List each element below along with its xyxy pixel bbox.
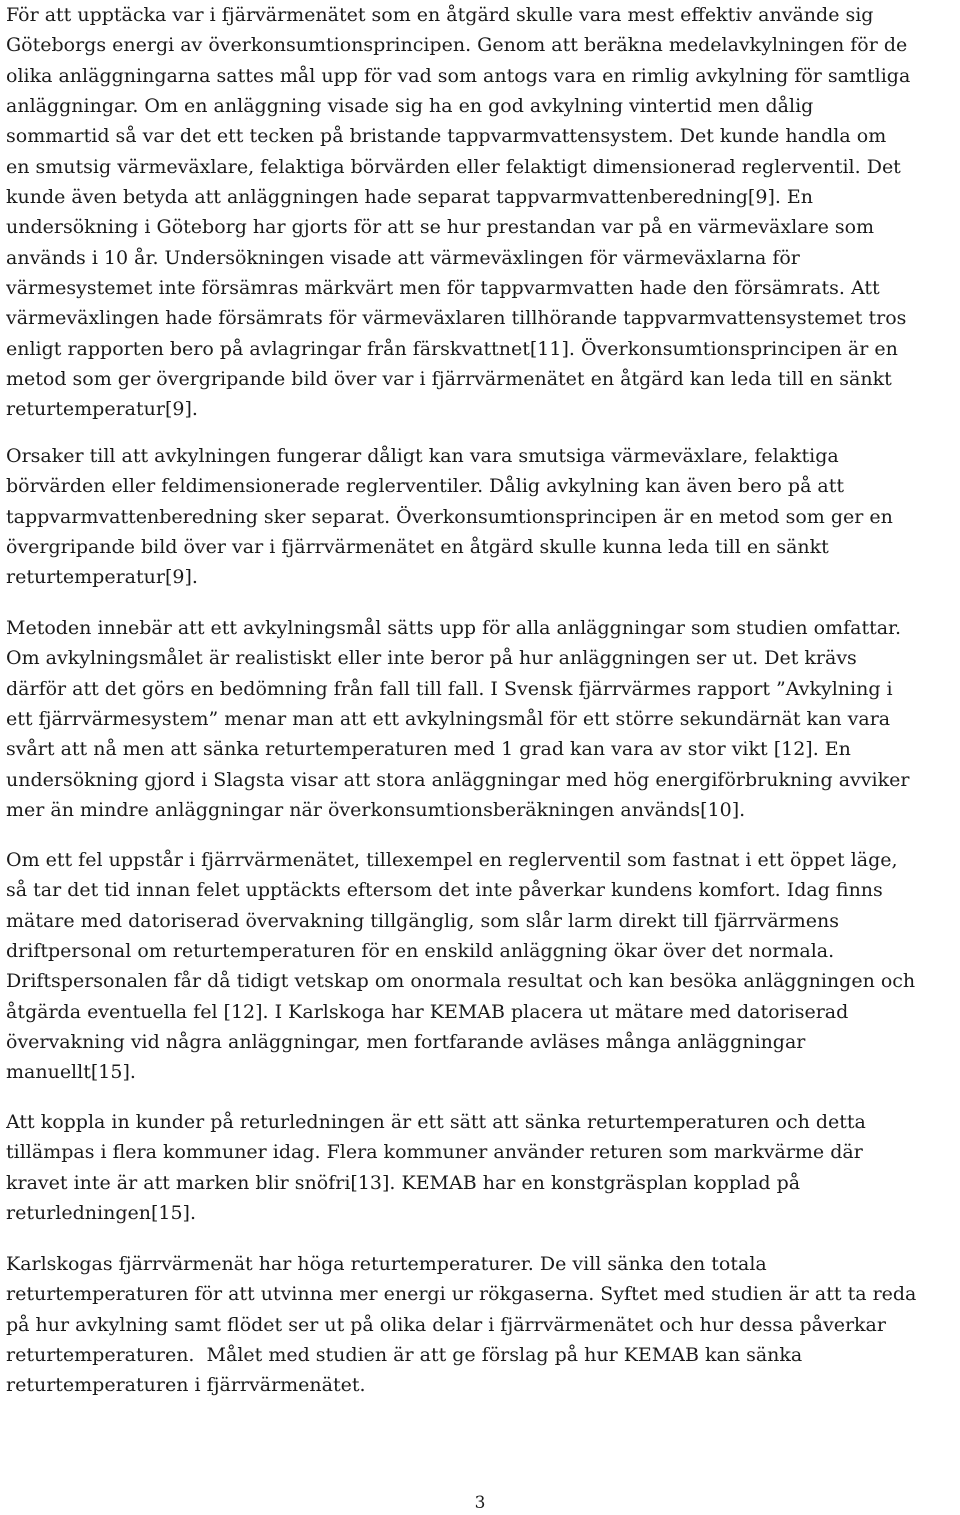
text-line: Att koppla in kunder på returledningen är ett sätt att sänka returtemperaturen och detta: [6, 1111, 866, 1133]
text-line: manuellt[15].: [6, 1061, 136, 1084]
text-line: värmeväxlingen hade försämrats för värmeväxlaren tillhörande tappvarmvattensystemet tros: [6, 307, 907, 330]
text-line: ett fjärrvärmesystem” menar man att ett avkylningsmål för ett större sekundärnät kan vara: [6, 708, 891, 731]
text-line: returtemperaturen för att utvinna mer energi ur rökgaserna. Syftet med studien är att ta reda: [6, 1283, 917, 1306]
text-line: tillämpas i flera kommuner idag. Flera kommuner använder returen som markvärme där: [6, 1141, 863, 1164]
text-line: Metoden innebär att ett avkylningsmål sätts upp för alla anläggningar som studien omfattar.: [6, 617, 902, 639]
text-line: börvärden eller feldimensionerade reglerventiler. Dålig avkylning kan även bero på att: [6, 475, 845, 498]
text-line: returtemperaturen. Målet med studien är att ge förslag på hur KEMAB kan sänka: [6, 1344, 803, 1367]
text-line: övergripande bild över var i fjärrvärmenätet en åtgärd skulle kunna leda till en sänkt: [6, 536, 829, 559]
paragraph-2: [6, 441, 956, 593]
text-line: används i 10 år. Undersökningen visade att värmeväxlingen för värmeväxlarna för: [6, 246, 800, 269]
paragraph-1: [6, 0, 956, 425]
text-line: åtgärda eventuella fel [12]. I Karlskoga har KEMAB placera ut mätare med datoriserad: [6, 1000, 849, 1023]
text-line: undersökning gjord i Slagsta visar att stora anläggningar med hög energiförbrukning avviker: [6, 768, 910, 791]
text-line: övervakning vid några anläggningar, men fortfarande avläses många anläggningar: [6, 1031, 806, 1054]
text-line: värmesystemet inte försämras märkvärt men för tappvarmvatten hade den försämrats. Att: [6, 277, 880, 300]
text-line: metod som ger övergripande bild över var i fjärrvärmenätet en åtgärd kan leda till en sänkt: [6, 368, 892, 391]
text-line: svårt att nå men att sänka returtemperaturen med 1 grad kan vara av stor vikt [12]. En: [6, 738, 851, 761]
paragraph-6: [6, 1249, 956, 1401]
text-line: så tar det tid innan felet upptäckts eftersom det inte påverkar kundens komfort. Idag finns: [6, 879, 883, 902]
text-line: kunde även betyda att anläggningen hade separat tappvarmvattenberedning[9]. En: [6, 186, 814, 209]
page-number: 3: [474, 1493, 486, 1513]
text-line: anläggningar. Om en anläggning visade sig ha en god avkylning vintertid men dålig: [6, 95, 814, 118]
text-line: Om ett fel uppstår i fjärrvärmenätet, tillexempel en reglerventil som fastnat i ett öppet läge,: [6, 849, 898, 871]
text-line: returledningen[15].: [6, 1202, 196, 1225]
text-line: driftpersonal om returtemperaturen för en enskild anläggning ökar över det normala.: [6, 940, 835, 963]
text-line: undersökning i Göteborg har gjorts för att se hur prestandan var på en värmeväxlare som: [6, 216, 875, 239]
text-line: därför att det görs en bedömning från fall till fall. I Svensk fjärrvärmes rapport ”Avkylning i: [6, 677, 893, 700]
text-line: Om avkylningsmålet är realistiskt eller inte beror på hur anläggningen ser ut. Det krävs: [6, 647, 857, 670]
text-line: enligt rapporten bero på avlagringar från färskvattnet[11]. Överkonsumtionsprincipen är en: [6, 337, 898, 360]
text-line: en smutsig värmeväxlare, felaktiga börvärden eller felaktigt dimensionerad reglerventil. Det: [6, 155, 901, 178]
text-line: kravet inte är att marken blir snöfri[13]. KEMAB har en konstgräsplan kopplad på: [6, 1171, 801, 1194]
text-line: För att upptäcka var i fjärvärmenätet som en åtgärd skulle vara mest effektiv använde sig: [6, 4, 874, 26]
text-line: Göteborgs energi av överkonsumtionsprincipen. Genom att beräkna medelavkylningen för de: [6, 34, 908, 57]
text-line: mer än mindre anläggningar när överkonsumtionsberäkningen används[10].: [6, 799, 746, 822]
text-line: Karlskogas fjärrvärmenät har höga returtemperaturer. De vill sänka den totala: [6, 1253, 767, 1275]
paragraph-3: [6, 613, 956, 825]
text-line: på hur avkylning samt flödet ser ut på olika delar i fjärrvärmenätet och hur dessa påverkar: [6, 1313, 886, 1336]
text-line: mätare med datoriserad övervakning tillgänglig, som slår larm direkt till fjärrvärmens: [6, 909, 839, 932]
text-line: sommartid så var det ett tecken på bristande tappvarmvattensystem. Det kunde handla om: [6, 125, 887, 148]
paragraph-5: [6, 1107, 956, 1228]
text-line: tappvarmvattenberedning sker separat. Överkonsumtionsprincipen är en metod som ger en: [6, 505, 893, 528]
text-line: Driftspersonalen får då tidigt vetskap om onormala resultat och kan besöka anläggningen och: [6, 970, 916, 993]
text-line: returtemperatur[9].: [6, 566, 198, 589]
paragraph-4: [6, 845, 956, 1088]
text-line: Orsaker till att avkylningen fungerar dåligt kan vara smutsiga värmeväxlare, felaktiga: [6, 445, 839, 467]
text-line: returtemperaturen i fjärrvärmenätet.: [6, 1374, 366, 1397]
text-line: returtemperatur[9].: [6, 398, 198, 421]
text-line: olika anläggningarna sattes mål upp för vad som antogs vara en rimlig avkylning för samtliga: [6, 64, 911, 87]
